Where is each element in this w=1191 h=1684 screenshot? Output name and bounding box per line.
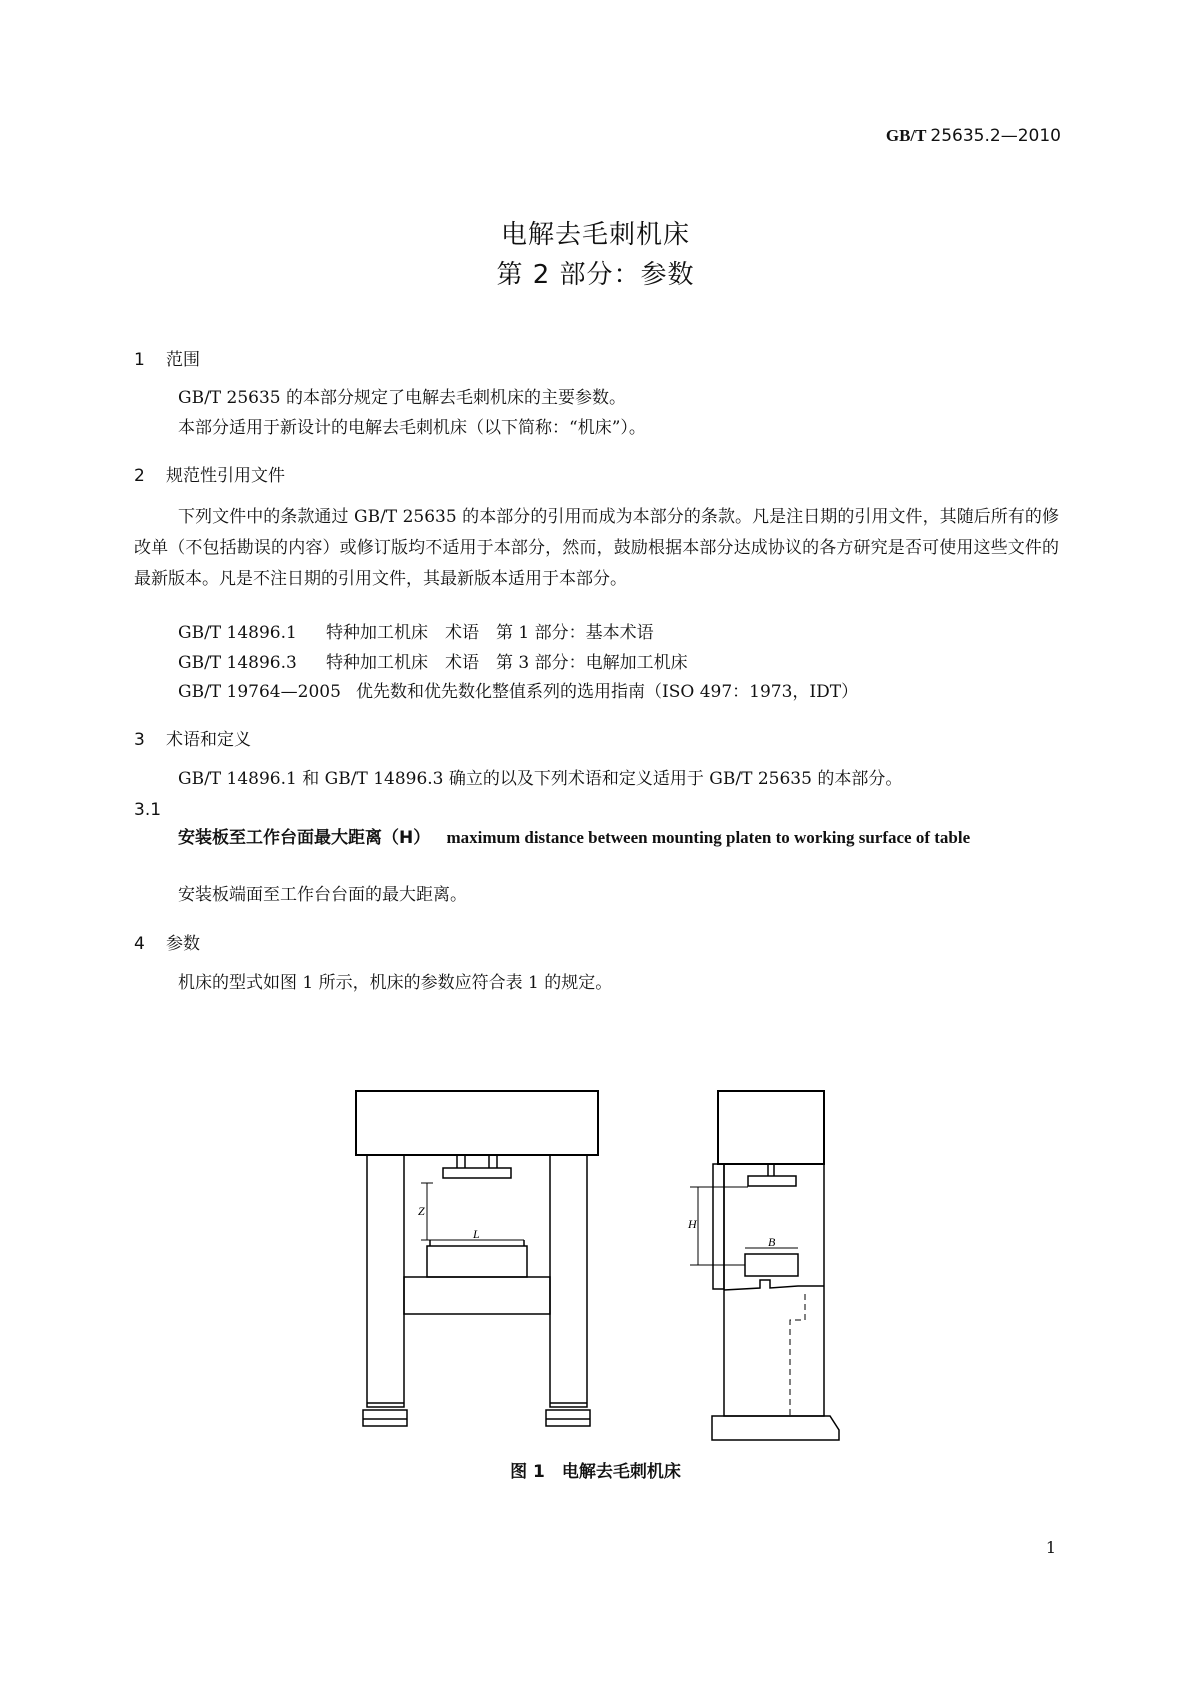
label-b: B [768, 1235, 776, 1249]
figure-caption: 图 1 电解去毛刺机床 [510, 1462, 681, 1482]
section-3-heading: 3 术语和定义 [134, 730, 251, 750]
reference-item: GB/T 19764—2005 优先数和优先数化整值系列的选用指南（ISO 497：1973，IDT） [178, 682, 859, 702]
reference-item: GB/T 14896.3 特种加工机床 术语 第 3 部分：电解加工机床 [178, 653, 688, 673]
front-view [356, 1091, 598, 1426]
section-2-p1: 下列文件中的条款通过 GB/T 25635 的本部分的引用而成为本部分的条款。凡是注日期的引用文件，其随后所有的修改单（不包括勘误的内容）或修订版均不适用于本部分，然而，鼓励根据本部分达成协议的各方研究是否可使用这些文件的最新版本。凡是不注日期的引用文件，其最新版本适用于本部分。 [134, 507, 1059, 589]
section-1-p2: 本部分适用于新设计的电解去毛刺机床（以下简称：“机床”）。 [178, 418, 646, 438]
label-l: L [473, 1227, 480, 1241]
section-3-p1: GB/T 14896.1 和 GB/T 14896.3 确立的以及下列术语和定义适用于 GB/T 25635 的本部分。 [178, 769, 903, 789]
page-number: 1 [1045, 1538, 1056, 1557]
section-1-p1: GB/T 25635 的本部分规定了电解去毛刺机床的主要参数。 [178, 388, 627, 408]
section-4-p1: 机床的型式如图 1 所示，机床的参数应符合表 1 的规定。 [178, 973, 613, 993]
section-4-heading: 4 参数 [134, 934, 200, 954]
doc-title: 电解去毛刺机床 [500, 220, 690, 250]
term-description: 安装板端面至工作台台面的最大距离。 [178, 885, 467, 905]
section-1-heading: 1 范围 [134, 350, 200, 370]
standard-number: GB/T 25635.2—2010 [885, 126, 1061, 146]
label-h: H [688, 1217, 697, 1231]
label-z: Z [418, 1204, 425, 1218]
doc-subtitle: 第 2 部分：参数 [496, 260, 695, 290]
reference-item: GB/T 14896.1 特种加工机床 术语 第 1 部分：基本术语 [178, 623, 654, 643]
section-2-heading: 2 规范性引用文件 [134, 466, 285, 486]
term-definition: 安装板至工作台面最大距离（H） maximum distance between mounting platen to working surface of table [178, 828, 971, 848]
side-view [690, 1091, 839, 1440]
subsection-3-1: 3.1 [134, 800, 162, 820]
